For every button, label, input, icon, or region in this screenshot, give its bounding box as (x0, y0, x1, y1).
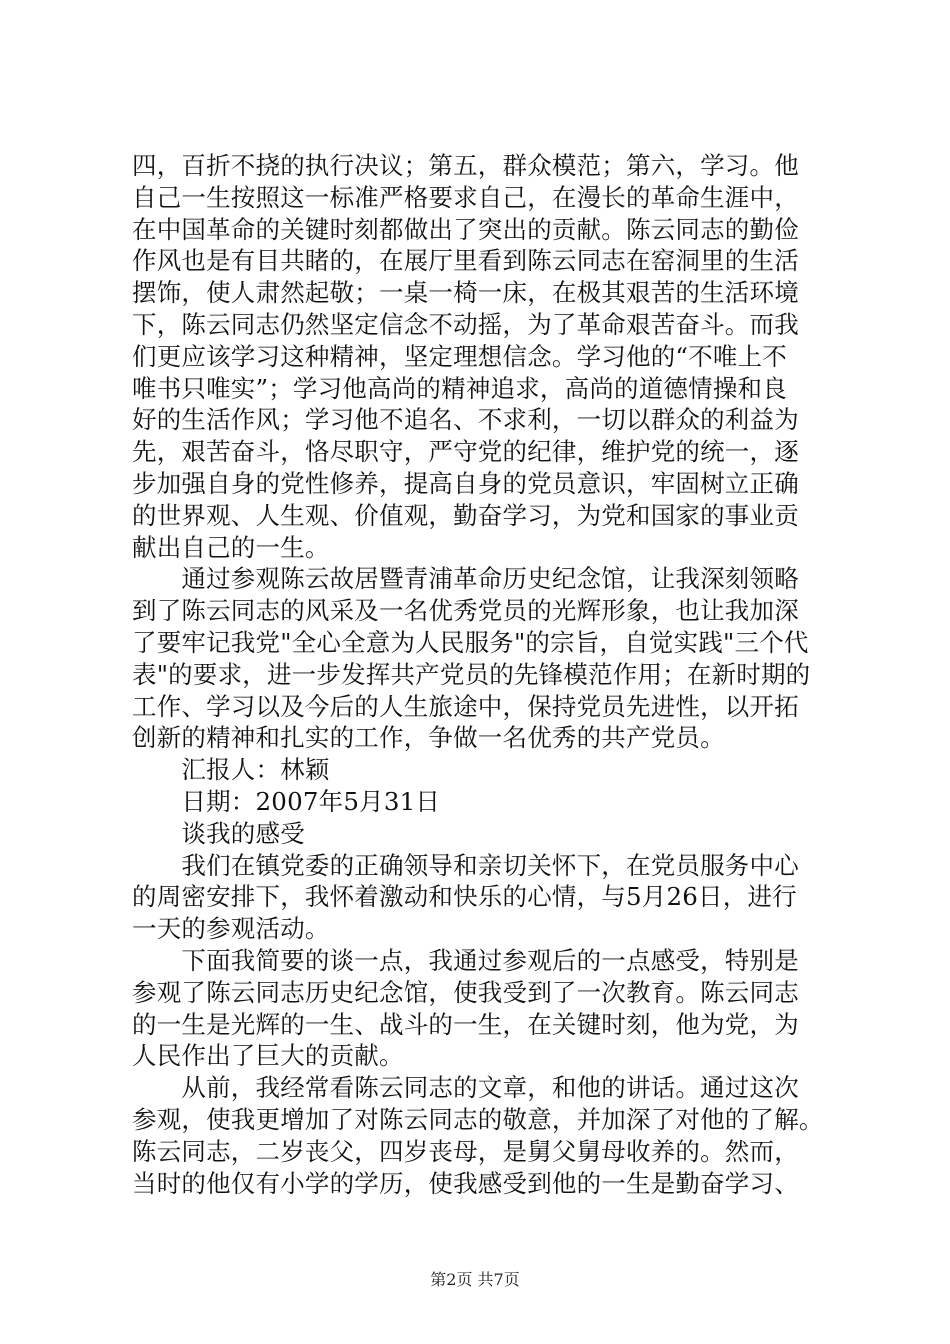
text-line: 了要牢记我党"全心全意为人民服务"的宗旨，自觉实践"三个代 (132, 627, 809, 657)
page-number-footer: 第2页 共7页 (430, 1270, 520, 1289)
text-line: 的周密安排下，我怀着激动和快乐的心情，与5月26日，进行 (132, 882, 797, 912)
text-line: 好的生活作风；学习他不追名、不求利，一切以群众的利益为 (132, 405, 799, 435)
reporter-line: 汇报人：林颖 (132, 755, 330, 785)
text-line: 一天的参观活动。 (132, 914, 330, 944)
text-line: 从前，我经常看陈云同志的文章，和他的讲话。通过这次 (132, 1073, 799, 1103)
date-line: 日期：2007年5月31日 (132, 786, 441, 816)
text-line: 下面我简要的谈一点，我通过参观后的一点感受，特别是 (132, 945, 799, 975)
text-line: 唯书只唯实”；学习他高尚的精神追求，高尚的道德情操和良 (132, 373, 787, 403)
section-title: 谈我的感受 (132, 818, 305, 848)
text-line: 到了陈云同志的风采及一名优秀党员的光辉形象，也让我加深 (132, 596, 799, 626)
text-line: 人民作出了巨大的贡献。 (132, 1041, 404, 1071)
text-line: 当时的他仅有小学的学历，使我感受到他的一生是勤奋学习、 (132, 1168, 799, 1198)
text-line: 步加强自身的党性修养，提高自身的党员意识，牢固树立正确 (132, 468, 799, 498)
text-line: 献出自己的一生。 (132, 532, 330, 562)
text-line: 工作、学习以及今后的人生旅途中，保持党员先进性，以开拓 (132, 691, 799, 721)
text-line: 表"的要求，进一步发挥共产党员的先锋模范作用；在新时期的 (132, 659, 811, 689)
text-line: 在中国革命的关键时刻都做出了突出的贡献。陈云同志的勤俭 (132, 214, 799, 244)
text-line: 通过参观陈云故居暨青浦革命历史纪念馆，让我深刻领略 (132, 564, 799, 594)
text-line: 参观了陈云同志历史纪念馆，使我受到了一次教育。陈云同志 (132, 977, 799, 1007)
text-line: 自己一生按照这一标准严格要求自己，在漫长的革命生涯中， (132, 182, 799, 212)
text-line: 我们在镇党委的正确领导和亲切关怀下，在党员服务中心 (132, 850, 799, 880)
text-line: 作风也是有目共睹的，在展厅里看到陈云同志在窑洞里的生活 (132, 246, 799, 276)
text-line: 摆饰，使人肃然起敬；一桌一椅一床，在极其艰苦的生活环境 (132, 278, 799, 308)
text-line: 四，百折不挠的执行决议；第五，群众模范；第六，学习。他 (132, 151, 799, 180)
document-body (132, 150, 832, 1199)
text-line: 创新的精神和扎实的工作，争做一名优秀的共产党员。 (132, 723, 725, 753)
text-line: 陈云同志，二岁丧父，四岁丧母，是舅父舅母收养的。然而， (132, 1136, 799, 1166)
text-line: 们更应该学习这种精神，坚定理想信念。学习他的“不唯上不 (132, 341, 787, 371)
text-line: 先，艰苦奋斗，恪尽职守，严守党的纪律，维护党的统一，逐 (132, 437, 799, 467)
text-line: 参观，使我更增加了对陈云同志的敬意，并加深了对他的了解。 (132, 1104, 824, 1134)
text-line: 的世界观、人生观、价值观，勤奋学习，为党和国家的事业贡 (132, 500, 799, 530)
text-line: 下，陈云同志仍然坚定信念不动摇，为了革命艰苦奋斗。而我 (132, 309, 799, 339)
text-line: 的一生是光辉的一生、战斗的一生，在关键时刻，他为党，为 (132, 1009, 799, 1039)
